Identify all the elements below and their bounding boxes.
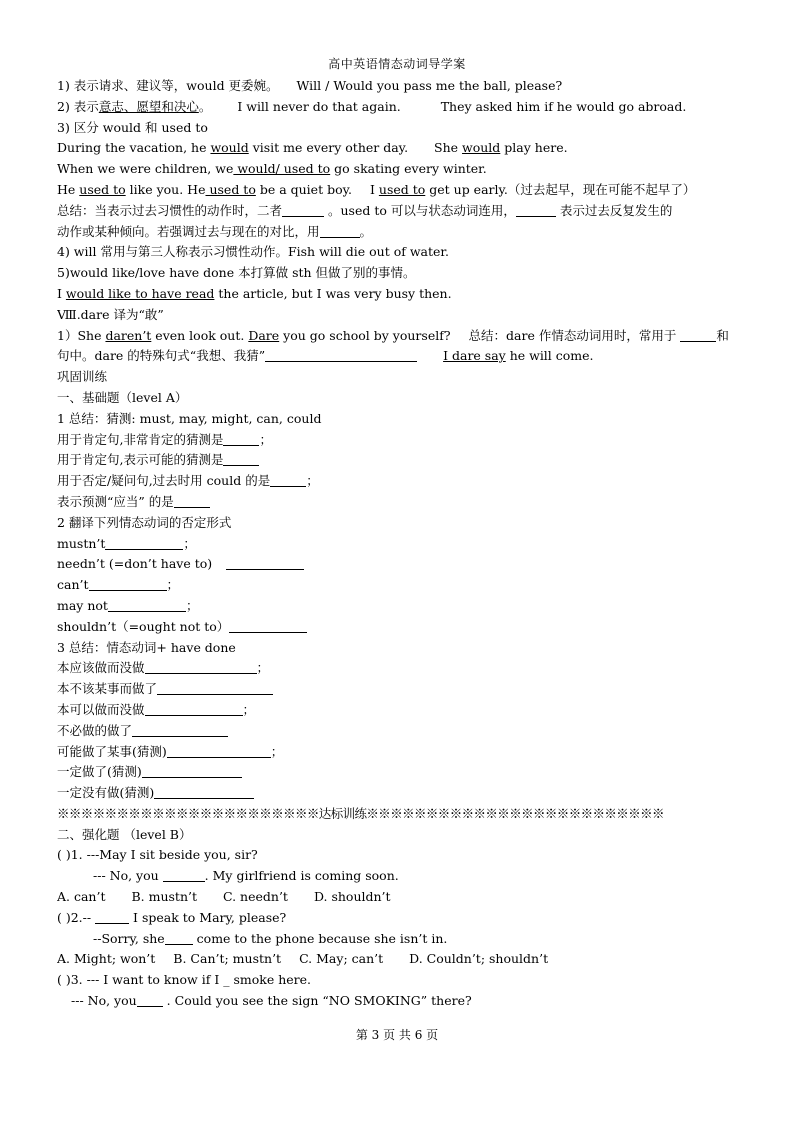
q3-heading: 3 总结：情态动词+ have done xyxy=(57,639,236,655)
fill-blank[interactable] xyxy=(223,431,259,446)
document-body xyxy=(57,76,747,1012)
consolidate-heading: 巩固训练 xyxy=(57,369,108,385)
would-example-2: When we were children, we would/ used to go skating every winter. xyxy=(57,161,487,177)
question-3: ( )3. --- I want to know if I _ smoke here. xyxy=(57,972,311,988)
section-divider: ※※※※※※※※※※※※※※※※※※※※※※达标训练※※※※※※※※※※※※※※※※※※※※※※※※※ xyxy=(57,805,664,821)
fill-blank[interactable] xyxy=(229,618,307,633)
would-point-3: 3) 区分 would 和 used to xyxy=(57,119,208,135)
fill-blank[interactable] xyxy=(105,535,183,550)
would-summary-1: 总结：当表示过去习惯性的动作时，二者 。used to 可以与状态动词连用， 表示过去反复发生的 xyxy=(57,202,673,218)
fill-blank[interactable] xyxy=(265,347,417,362)
fill-blank[interactable] xyxy=(145,659,257,674)
dare-heading: Ⅷ.dare 译为“敢” xyxy=(57,306,164,322)
page-title: 高中英语情态动词导学案 xyxy=(328,57,466,71)
option-d[interactable]: D. shouldn’t xyxy=(313,889,391,905)
question-1-options xyxy=(57,887,747,908)
would-example-1: During the vacation, he would visit me every other day. She would play here. xyxy=(57,140,568,156)
fill-blank[interactable] xyxy=(142,763,242,778)
dare-line-1: 1）She daren’t even look out. Dare you go school by yourself? 总结：dare 作情态动词用时，常用于 和 xyxy=(57,327,729,343)
fill-blank[interactable] xyxy=(282,202,324,217)
question-1: ( )1. ---May I sit beside you, sir? xyxy=(57,847,258,863)
dare-line-2: 句中。dare 的特殊句式“我想、我猜” I dare say he will come. xyxy=(57,348,594,364)
q2-item: needn’t (=don’t have to) xyxy=(57,554,747,575)
fill-blank[interactable] xyxy=(226,555,304,570)
fill-blank[interactable] xyxy=(174,493,210,508)
question-3-reply: --- No, you . Could you see the sign “NO SMOKING” there? xyxy=(71,993,472,1009)
question-1-reply: --- No, you . My girlfriend is coming soon. xyxy=(93,868,399,884)
q3-item: 本可以做而没做 ； xyxy=(57,701,256,717)
fill-blank[interactable] xyxy=(154,784,254,799)
page-number: 第 3 页 共 6 页 xyxy=(355,1028,439,1042)
fill-blank[interactable] xyxy=(320,223,360,238)
fill-blank[interactable] xyxy=(270,472,306,487)
fill-blank[interactable] xyxy=(137,992,163,1007)
fill-blank[interactable] xyxy=(157,680,273,695)
q2-item: may not ； xyxy=(57,597,199,613)
fill-blank[interactable] xyxy=(89,576,167,591)
option-c[interactable]: C. May; can’t xyxy=(299,951,384,967)
question-2-options xyxy=(57,949,747,970)
option-c[interactable]: C. needn’t xyxy=(222,889,288,905)
q3-item: 一定做了(猜测) xyxy=(57,762,747,783)
fill-blank[interactable] xyxy=(132,722,228,737)
option-b[interactable]: B. Can’t; mustn’t xyxy=(173,951,282,967)
q3-item: 不必做的做了 xyxy=(57,721,747,742)
q2-item: mustn’t ； xyxy=(57,535,196,551)
option-a[interactable]: A. can’t xyxy=(57,889,106,905)
q1-item-b: 用于肯定句,表示可能的猜测是 xyxy=(57,450,747,471)
would-like-example: I would like to have read the article, but I was very busy then. xyxy=(57,285,452,301)
option-a[interactable]: A. Might; won’t xyxy=(57,951,156,967)
would-example-3: He used to like you. He used to be a quiet boy. I used to get up early.（过去起早，现在可能不起早了） xyxy=(57,181,696,197)
q1-summary: 1 总结：猜测: must, may, might, can, could xyxy=(57,410,322,426)
fill-blank[interactable] xyxy=(95,909,129,924)
option-b[interactable]: B. mustn’t xyxy=(131,889,197,905)
fill-blank[interactable] xyxy=(163,867,205,882)
q3-item: 本不该某事而做了 xyxy=(57,679,747,700)
question-2: ( )2.-- I speak to Mary, please? xyxy=(57,909,287,925)
fill-blank[interactable] xyxy=(165,930,193,945)
q1-item-c: 用于否定/疑问句,过去时用 could 的是 ； xyxy=(57,473,319,489)
would-summary-2: 动作或某种倾向。若强调过去与现在的对比，用 。 xyxy=(57,223,373,239)
level-a-heading: 一、基础题（level A） xyxy=(57,389,188,405)
q3-item: 一定没有做(猜测) xyxy=(57,783,747,804)
q3-item: 可能做了某事(猜测) ； xyxy=(57,743,284,759)
q1-item-d: 表示预测“应当” 的是 xyxy=(57,492,747,513)
q2-heading: 2 翻译下列情态动词的否定形式 xyxy=(57,514,232,530)
q3-item: 本应该做而没做 ； xyxy=(57,660,270,676)
q1-item-a: 用于肯定句,非常肯定的猜测是 ； xyxy=(57,431,272,447)
fill-blank[interactable] xyxy=(680,327,716,342)
fill-blank[interactable] xyxy=(516,202,556,217)
level-b-heading: 二、强化题 （level B） xyxy=(57,826,192,842)
fill-blank[interactable] xyxy=(167,743,271,758)
will-point-4: 4) will 常用与第三人称表示习惯性动作。Fish will die out of water. xyxy=(57,244,449,260)
q2-item: shouldn’t（=ought not to） xyxy=(57,617,747,638)
fill-blank[interactable] xyxy=(145,701,243,716)
option-d[interactable]: D. Couldn’t; shouldn’t xyxy=(409,951,549,967)
would-point-2: 2) 表示意志、愿望和决心。 I will never do that again. They asked him if he would go abroad. xyxy=(57,98,687,114)
question-2-reply: --Sorry, she come to the phone because she isn’t in. xyxy=(93,930,448,946)
fill-blank[interactable] xyxy=(223,451,259,466)
would-point-1: 1) 表示请求、建议等，would 更委婉。 Will / Would you pass me the ball, please? xyxy=(57,78,563,93)
fill-blank[interactable] xyxy=(108,597,186,612)
q2-item: can’t ； xyxy=(57,577,180,593)
would-like-point-5: 5)would like/love have done 本打算做 sth 但做了别的事情。 xyxy=(57,265,416,281)
